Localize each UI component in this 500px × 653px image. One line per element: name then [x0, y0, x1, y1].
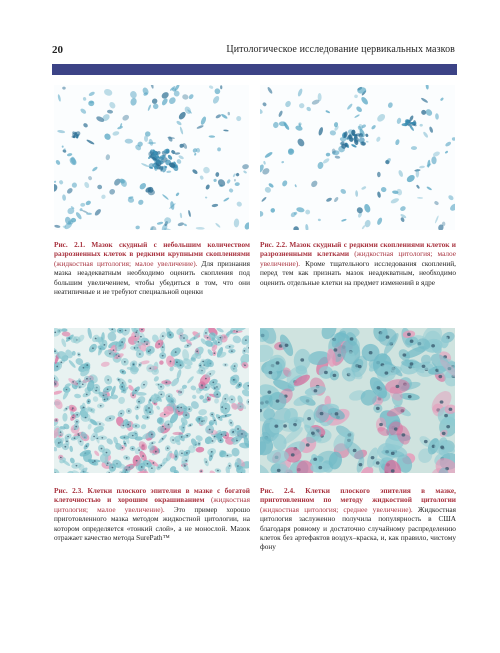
caption-note: (жидкостная цитология; малое увеличение). [54, 495, 250, 514]
caption-fig-2-4 [260, 486, 456, 552]
caption-fig-2-3 [54, 486, 250, 542]
caption-note: (жидкостная цитология; малое увеличение). [260, 249, 456, 268]
header-band [52, 64, 457, 75]
caption-body: Кроме тщательного исследования скоплений, перед тем как признать мазок неадекватным, необходимо оценить отдельные клетки на предмет изменений в ядре [260, 258, 456, 287]
caption-note: (жидкостная цитология; среднее увеличение). [260, 504, 413, 514]
micrograph-fig-2-2 [260, 85, 455, 230]
page-number: 20 [52, 44, 63, 56]
caption-note: (жидкостная цитология; малое увеличение). [54, 258, 198, 268]
caption-fig-2-2 [260, 240, 456, 287]
caption-body: Это пример хорошо приготовленного мазка методом жидкостной цитологии, на котором определяется «тонкий слой», а не монослой. Мазок отражает качество метода SurePath™ [54, 504, 250, 543]
caption-title: Рис. 2.1. Мазок скудный с небольшим количеством разрозненных клеток в редкими крупными скоплениями [54, 240, 250, 259]
caption-body: Жидкостная цитология заслуженно получила популярность в США благодаря ровному и достаточно случайному распределению клеток без артефактов воздух–краска, и, как правило, чистому фону [260, 504, 456, 552]
caption-body: Для признания мазка неадекватным необходимо оценить скопления под большим увеличением, чтобы убедиться в том, что они неатипичные и не требуют специальной оценки [54, 258, 251, 297]
running-head: Цитологическое исследование цервикальных мазков [226, 44, 455, 55]
caption-title: Рис. 2.3. Клетки плоского эпителия в мазке с богатой клеточностью и хорошим окрашиванием [54, 486, 250, 505]
caption-fig-2-1 [54, 240, 250, 296]
caption-title: Рис. 2.4. Клетки плоского эпителия в мазке, приготовленном по методу жидкостной цитологии [260, 486, 456, 505]
micrograph-fig-2-1 [54, 85, 249, 230]
micrograph-fig-2-3 [54, 328, 249, 473]
caption-title: Рис. 2.2. Мазок скудный с редкими скоплениями клеток и разрозненными клетками [260, 240, 456, 259]
micrograph-fig-2-4 [260, 328, 455, 473]
